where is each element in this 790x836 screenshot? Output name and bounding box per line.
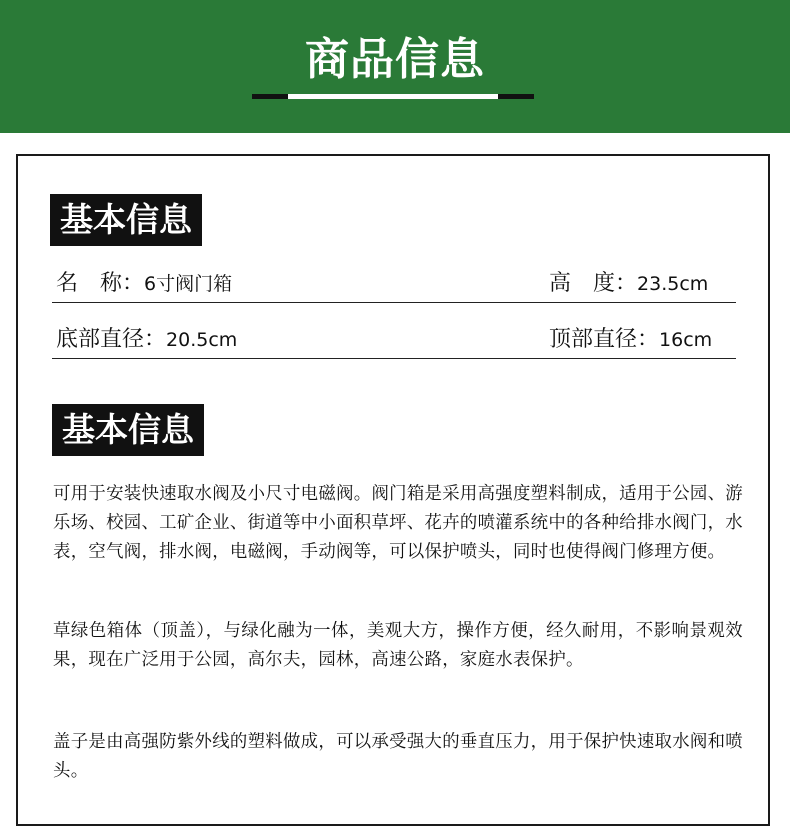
info-field-height <box>549 266 708 302</box>
info-field-top-diameter <box>549 322 712 358</box>
header-banner <box>0 0 790 133</box>
description-paragraph: 盖子是由高强防紫外线的塑料做成，可以承受强大的垂直压力，用于保护快速取水阀和喷头。 <box>53 732 743 781</box>
field-label: 顶部直径： <box>549 327 660 352</box>
field-value: 16cm <box>659 329 713 351</box>
field-value: 20.5cm <box>166 329 238 351</box>
info-field-bottom-diameter <box>56 322 237 358</box>
description-paragraph: 可用于安装快速取水阀及小尺寸电磁阀。阀门箱是采用高强度塑料制成，适用于公园、游乐场、校园、工矿企业、街道等中小面积草坪、花卉的喷灌系统中的各种给排水阀门，水表，空气阀，排水阀，电磁阀，手动阀等，可以保护喷头，同时也使得阀门修理方便。 <box>53 484 743 562</box>
info-row <box>52 266 736 303</box>
field-label: 高 度： <box>549 271 638 296</box>
banner-title: 商品信息 <box>305 34 485 85</box>
info-field-name <box>56 266 232 302</box>
field-value: 6寸阀门箱 <box>144 273 233 295</box>
field-label: 底部直径： <box>56 327 167 352</box>
section-heading-basic-info: 基本信息 <box>50 194 202 246</box>
title-underline-inner <box>288 94 498 99</box>
info-row <box>52 322 736 359</box>
description-paragraph: 草绿色箱体（顶盖），与绿化融为一体，美观大方，操作方便，经久耐用，不影响景观效果，现在广泛用于公园，高尔夫，园林，高速公路，家庭水表保护。 <box>53 621 743 670</box>
section-heading-description: 基本信息 <box>52 404 204 456</box>
field-label: 名 称： <box>56 271 145 296</box>
field-value: 23.5cm <box>637 273 709 295</box>
